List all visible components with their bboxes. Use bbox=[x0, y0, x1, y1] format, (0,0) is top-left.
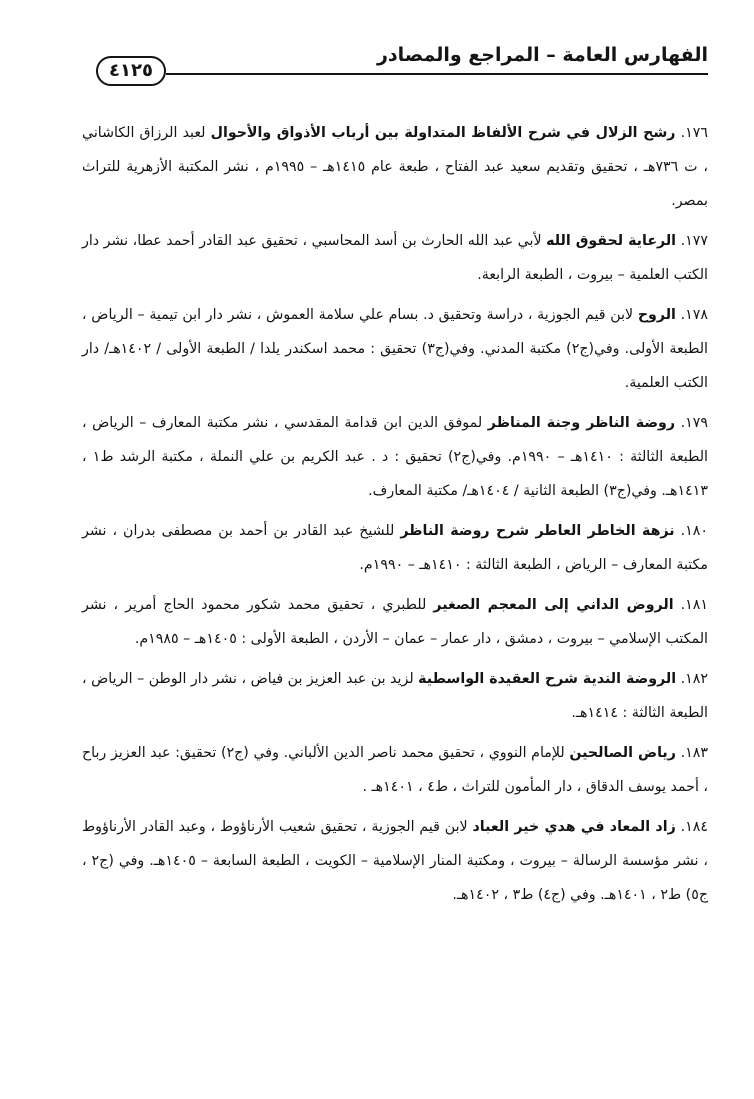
entry-number: ١٨٢. bbox=[680, 671, 708, 687]
bibliography-entry bbox=[82, 514, 708, 582]
entry-details: لابن قيم الجوزية ، دراسة وتحقيق د. بسام علي سلامة العموش ، نشر دار ابن تيمية – الرياض ، الطبعة الأولى. وفي(ج٢) مكتبة المدني. وفي(ج٣) تحقيق : محمد اسكندر يلدا / الطبعة الأولى / ١٤٠٢هـ/ دار الكتب العلمية. bbox=[82, 307, 708, 391]
entry-title: الروضة الندية شرح العقيدة الواسطية bbox=[418, 671, 677, 687]
entry-number: ١٧٨. bbox=[680, 307, 708, 323]
entry-details: لزيد بن عبد العزيز بن فياض ، نشر دار الوطن – الرياض ، الطبعة الثالثة : ١٤١٤هـ. bbox=[82, 671, 708, 721]
bibliography-entry bbox=[82, 810, 708, 912]
entry-details: للشيخ عبد القادر بن أحمد بن مصطفى بدران ، نشر مكتبة المعارف – الرياض ، الطبعة الثالثة : ١٤١٠هـ – ١٩٩٠م. bbox=[82, 523, 708, 573]
entry-details: للإمام النووي ، تحقيق محمد ناصر الدين الألباني. وفي (ج٢) تحقيق: عبد العزيز رباح ، أحمد يوسف الدقاق ، دار المأمون للتراث ، ط٤ ، ١٤٠١هـ . bbox=[82, 745, 708, 795]
entry-number: ١٨٠. bbox=[680, 523, 708, 539]
entry-title: الروح bbox=[637, 307, 676, 323]
entry-title: الروض الداني إلى المعجم الصغير bbox=[433, 597, 674, 613]
header-rule bbox=[166, 73, 708, 75]
entry-title: الرعاية لحقوق الله bbox=[546, 233, 677, 249]
bibliography-entry bbox=[82, 298, 708, 400]
page-header bbox=[96, 40, 708, 84]
bibliography-entry bbox=[82, 588, 708, 656]
bibliography-entry bbox=[82, 406, 708, 508]
entry-title: روضة الناظر وجنة المناظر bbox=[487, 415, 676, 431]
running-title: الفهارس العامة – المراجع والمصادر bbox=[376, 44, 708, 66]
entry-details: لموفق الدين ابن قدامة المقدسي ، نشر مكتبة المعارف – الرياض ، الطبعة الثالثة : ١٤١٠هـ – ١٩٩٠م. وفي(ج٢) تحقيق : د . عبد الكريم بن علي النملة ، مكتبة الرشد ط١ ، ١٤١٣هـ. وفي(ج٣) الطبعة الثانية / ١٤٠٤هـ/ مكتبة المعارف. bbox=[82, 415, 708, 499]
entry-details: لأبي عبد الله الحارث بن أسد المحاسبي ، تحقيق عبد القادر أحمد عطا، نشر دار الكتب العلمية – بيروت ، الطبعة الرابعة. bbox=[82, 233, 708, 283]
entry-number: ١٧٧. bbox=[680, 233, 709, 249]
entry-title: نزهة الخاطر العاطر شرح روضة الناظر bbox=[400, 523, 675, 539]
entry-details: لعبد الرزاق الكاشاني ، ت ٧٣٦هـ ، تحقيق وتقديم سعيد عبد الفتاح ، طبعة عام ١٤١٥هـ – ١٩٩٥م ، نشر المكتبة الأزهرية للتراث بمصر. bbox=[82, 125, 708, 209]
entry-details: لابن قيم الجوزية ، تحقيق شعيب الأرناؤوط ، وعبد القادر الأرناؤوط ، نشر مؤسسة الرسالة – بيروت ، ومكتبة المنار الإسلامية – الكويت ، الطبعة السابعة – ١٤٠٥هـ. وفي (ج٢ ، ج٥) ط٢ ، ١٤٠١هـ. وفي (ج٤) ط٣ ، ١٤٠٢هـ. bbox=[82, 819, 709, 903]
bibliography-entry bbox=[82, 116, 708, 218]
entry-title: زاد المعاد في هدي خير العباد bbox=[472, 819, 676, 835]
bibliography-entry bbox=[82, 662, 708, 730]
page-number: ٤١٢٥ bbox=[96, 56, 166, 86]
entry-number: ١٧٦. bbox=[680, 125, 709, 141]
entry-details: للطبري ، تحقيق محمد شكور محمود الحاج أمرير ، نشر المكتب الإسلامي – بيروت ، دمشق ، دار عمار – عمان – الأردن ، الطبعة الأولى : ١٤٠٥هـ – ١٩٨٥م. bbox=[82, 597, 708, 647]
entry-title: رياض الصالحين bbox=[569, 745, 676, 761]
entry-number: ١٨١. bbox=[680, 597, 709, 613]
entry-number: ١٨٤. bbox=[680, 819, 708, 835]
bibliography-entry bbox=[82, 736, 708, 804]
entry-number: ١٨٣. bbox=[680, 745, 708, 761]
entry-number: ١٧٩. bbox=[680, 415, 709, 431]
bibliography-list bbox=[82, 116, 708, 918]
entry-title: رشح الزلال في شرح الألفاظ المتداولة بين أرباب الأذواق والأحوال bbox=[210, 125, 676, 141]
bibliography-entry bbox=[82, 224, 708, 292]
